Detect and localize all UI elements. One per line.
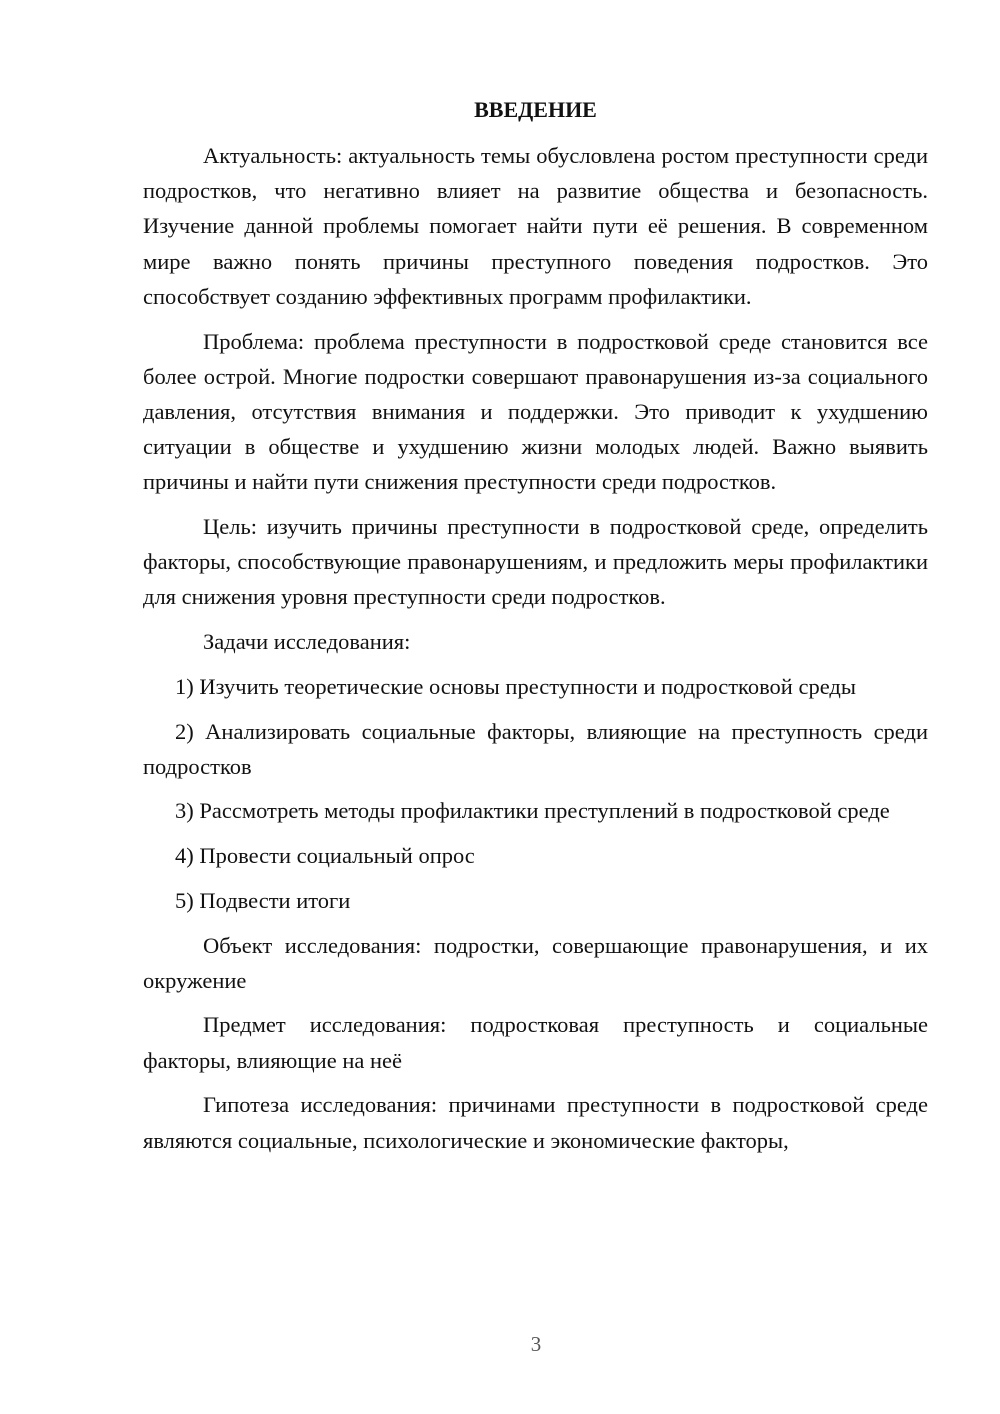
problem-paragraph: Проблема: проблема преступности в подростковой среде становится все более острой. Многие подростки совершают правонарушения из-за социального давления, отсутствия внимания и поддержки. Это приводит к ухудшению ситуации в обществе и ухудшению жизни молодых людей. Важно выявить причины и найти пути снижения преступности среди подростков.: [143, 328, 928, 495]
relevance-paragraph: Актуальность: актуальность темы обусловлена ростом преступности среди подростков, что негативно влияет на развитие общества и безопасность. Изучение данной проблемы помогает найти пути её решения. В современном мире важно понять причины преступного поведения подростков. Это способствует созданию эффективных программ профилактики.: [143, 143, 928, 309]
task-item-1: 1) Изучить теоретические основы преступности и подростковой среды: [175, 673, 856, 699]
task-item-4: 4) Провести социальный опрос: [175, 843, 475, 869]
object-paragraph: Объект исследования: подростки, совершающие правонарушения, и их окружение: [143, 932, 928, 993]
document-body: [143, 94, 928, 1167]
task-item-5: 5) Подвести итоги: [175, 887, 351, 913]
hypothesis-paragraph: Гипотеза исследования: причинами преступности в подростковой среде являются социальные, психологические и экономические факторы,: [143, 1092, 928, 1153]
page-number: 3: [530, 1332, 542, 1356]
subject-paragraph: Предмет исследования: подростковая преступность и социальные факторы, влияющие на неё: [143, 1012, 928, 1073]
section-title: ВВЕДЕНИЕ: [474, 97, 597, 122]
goal-paragraph: Цель: изучить причины преступности в подростковой среде, определить факторы, способствующие правонарушениям, и предложить меры профилактики для снижения уровня преступности среди подростков.: [143, 514, 928, 610]
task-item-3: 3) Рассмотреть методы профилактики преступлений в подростковой среде: [175, 798, 890, 824]
tasks-heading: Задачи исследования:: [203, 629, 411, 655]
task-item-2: 2) Анализировать социальные факторы, влияющие на преступность среди подростков: [143, 718, 928, 779]
